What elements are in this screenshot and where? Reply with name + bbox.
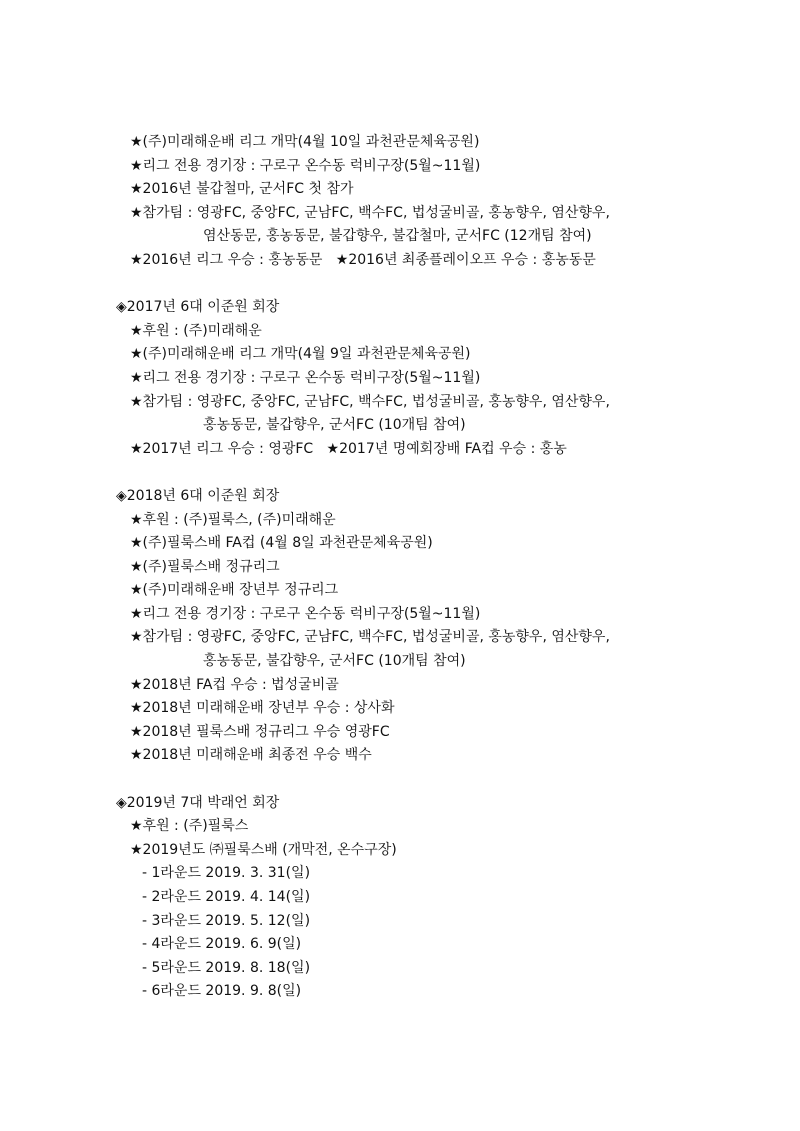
list-item: ★참가팀 : 영광FC, 중앙FC, 군남FC, 백수FC, 법성굴비골, 홍농향우, 염산향우,	[130, 393, 610, 410]
list-item: ★(주)미래해운배 장년부 정규리그	[130, 582, 339, 599]
list-item: ★2016년 불갑철마, 군서FC 첫 참가	[130, 181, 354, 198]
round-item: - 4라운드 2019. 6. 9(일)	[142, 936, 302, 953]
section-2016	[116, 131, 756, 273]
list-item-continuation: 홍농동문, 불갑향우, 군서FC (10개팀 참여)	[203, 653, 466, 670]
list-item: ★(주)필룩스배 FA컵 (4월 8일 과천관문체육공원)	[130, 535, 433, 552]
spacer	[116, 273, 756, 297]
section-heading: ◈2018년 6대 이준원 회장	[116, 487, 280, 504]
list-item: ★후원 : (주)필룩스, (주)미래해운	[130, 511, 336, 528]
list-item-continuation: 홍농동문, 불갑향우, 군서FC (10개팀 참여)	[203, 417, 466, 434]
list-item: ★2018년 미래해운배 장년부 우승 : 상사화	[130, 700, 395, 717]
spacer	[116, 461, 756, 485]
list-item-continuation: 염산동문, 홍농동문, 불갑향우, 불갑철마, 군서FC (12개팀 참여)	[203, 228, 592, 245]
list-item: ★2017년 리그 우승 : 영광FC ★2017년 명예회장배 FA컵 우승 : 홍농	[130, 440, 567, 457]
list-item: ★참가팀 : 영광FC, 중앙FC, 군남FC, 백수FC, 법성굴비골, 홍농향우, 염산향우,	[130, 204, 610, 221]
list-item: ★2016년 리그 우승 : 홍농동문 ★2016년 최종플레이오프 우승 : 홍농동문	[130, 251, 596, 268]
list-item: ★후원 : (주)미래해운	[130, 322, 262, 339]
list-item: ★2018년 미래해운배 최종전 우승 백수	[130, 747, 372, 764]
round-item: - 3라운드 2019. 5. 12(일)	[142, 912, 311, 929]
round-item: - 1라운드 2019. 3. 31(일)	[142, 865, 311, 882]
list-item: ★후원 : (주)필룩스	[130, 818, 249, 835]
round-item: - 6라운드 2019. 9. 8(일)	[142, 983, 302, 1000]
list-item: ★(주)필룩스배 정규리그	[130, 558, 280, 575]
list-item: ★참가팀 : 영광FC, 중앙FC, 군남FC, 백수FC, 법성굴비골, 홍농향우, 염산향우,	[130, 629, 610, 646]
section-heading: ◈2019년 7대 박래언 회장	[116, 794, 280, 811]
section-2017	[116, 296, 756, 461]
section-2018	[116, 485, 756, 768]
round-item: - 5라운드 2019. 8. 18(일)	[142, 959, 311, 976]
section-2019	[116, 792, 756, 1004]
section-heading: ◈2017년 6대 이준원 회장	[116, 299, 280, 316]
list-item: ★2019년도 ㈜필룩스배 (개막전, 온수구장)	[130, 841, 397, 858]
list-item: ★리그 전용 경기장 : 구로구 온수동 럭비구장(5월~11월)	[130, 605, 481, 622]
list-item: ★2018년 FA컵 우승 : 법성굴비골	[130, 676, 339, 693]
document-body	[116, 131, 756, 1004]
list-item: ★리그 전용 경기장 : 구로구 온수동 럭비구장(5월~11월)	[130, 369, 481, 386]
list-item: ★리그 전용 경기장 : 구로구 온수동 럭비구장(5월~11월)	[130, 157, 481, 174]
list-item: ★(주)미래해운배 리그 개막(4월 9일 과천관문체육공원)	[130, 346, 471, 363]
list-item: ★(주)미래해운배 리그 개막(4월 10일 과천관문체육공원)	[130, 134, 480, 150]
spacer	[116, 768, 756, 792]
round-item: - 2라운드 2019. 4. 14(일)	[142, 889, 311, 905]
list-item: ★2018년 필룩스배 정규리그 우승 영광FC	[130, 723, 390, 740]
